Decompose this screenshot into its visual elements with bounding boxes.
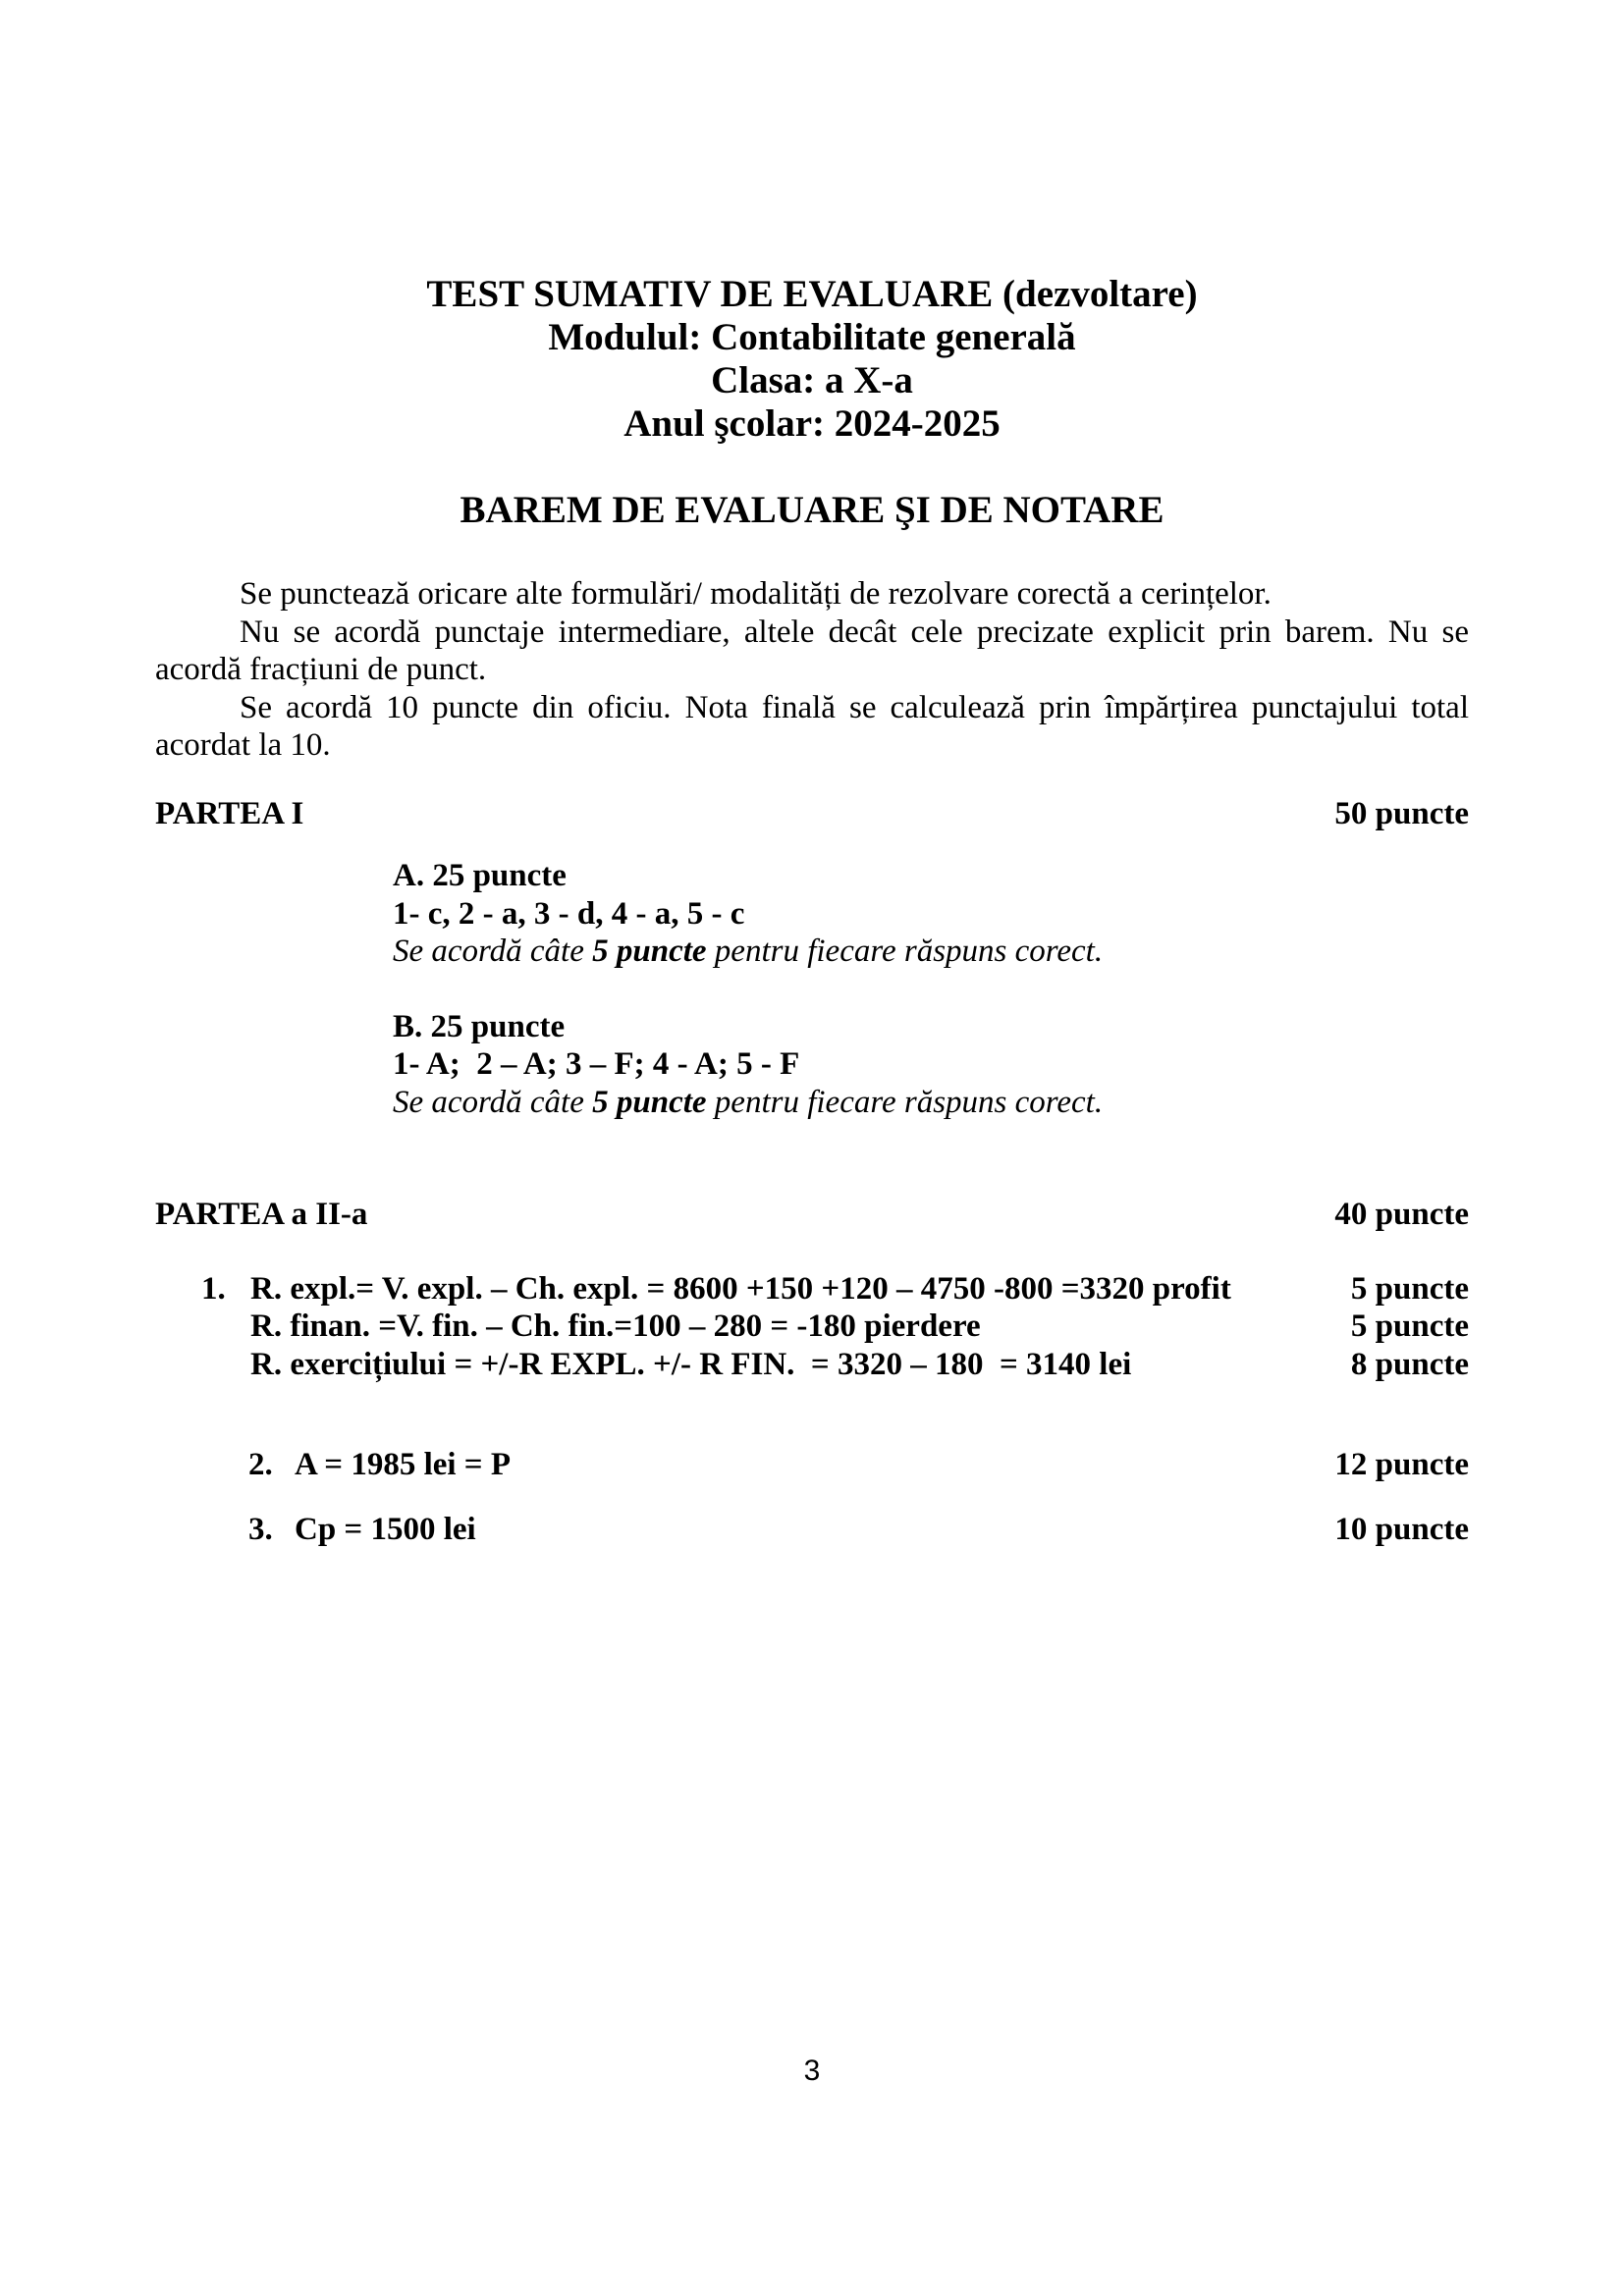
item-1-line-3 — [155, 1346, 1469, 1384]
item-2-points: 12 puncte — [1334, 1447, 1469, 1482]
section-a — [393, 857, 1469, 971]
item-2-text: A = 1985 lei = P — [295, 1447, 512, 1482]
section-b-note-suffix: pentru fiecare răspuns corect. — [706, 1084, 1104, 1120]
part2-items — [155, 1270, 1469, 1549]
item-1-line-3-points: 8 puncte — [1350, 1346, 1469, 1382]
item-3-text: Cp = 1500 lei — [295, 1511, 476, 1547]
page-content — [155, 0, 1469, 1548]
item-2-line — [155, 1446, 1469, 1484]
document-title-block — [155, 273, 1469, 446]
item-1 — [155, 1270, 1469, 1384]
title-line-school-year: Anul şcolar: 2024-2025 — [623, 402, 1001, 445]
part1-heading-row — [155, 795, 1469, 833]
part1-heading: PARTEA I — [155, 795, 304, 831]
part1-points: 50 puncte — [1334, 795, 1469, 831]
title-line-module: Modulul: Contabilitate generală — [548, 316, 1076, 358]
section-b-note — [393, 1084, 1469, 1122]
section-b-note-bold: 5 puncte — [592, 1084, 707, 1120]
item-3-points: 10 puncte — [1334, 1511, 1469, 1547]
intro-p3-line1: Se acordă 10 puncte din oficiu. Nota finală se calculează prin împărțirea punctajului total — [240, 689, 1469, 725]
title-line-test: TEST SUMATIV DE EVALUARE (dezvoltare) — [426, 273, 1198, 315]
item-3-number: 3. — [248, 1511, 273, 1547]
section-a-note — [393, 933, 1469, 971]
item-2 — [155, 1446, 1469, 1484]
item-1-line-2-points: 5 puncte — [1350, 1308, 1469, 1344]
item-1-number: 1. — [201, 1270, 226, 1307]
section-a-title: A. 25 puncte — [393, 858, 567, 893]
section-a-note-suffix: pentru fiecare răspuns corect. — [706, 934, 1104, 969]
title-line-class: Clasa: a X-a — [711, 359, 913, 401]
item-1-line-3-text: R. exercițiului = +/-R EXPL. +/- R FIN. = 3320 – 180 = 3140 lei — [250, 1346, 1132, 1382]
item-2-number: 2. — [248, 1447, 273, 1482]
item-3-line — [155, 1511, 1469, 1549]
section-b-title: B. 25 puncte — [393, 1008, 566, 1044]
item-1-line-1-text: R. expl.= V. expl. – Ch. expl. = 8600 +150 +120 – 4750 -800 =3320 profit — [250, 1270, 1231, 1307]
item-3 — [155, 1511, 1469, 1549]
intro-p2-line1: Nu se acordă punctaje intermediare, altele decât cele precizate explicit prin barem. Nu se — [240, 614, 1469, 650]
part2-heading: PARTEA a II-a — [155, 1197, 368, 1232]
item-1-line-1 — [155, 1270, 1469, 1308]
intro-p3-line2: acordat la 10. — [155, 727, 331, 763]
item-1-line-2-text: R. finan. =V. fin. – Ch. fin.=100 – 280 = -180 pierdere — [250, 1308, 981, 1344]
section-b-note-prefix: Se acordă câte — [393, 1084, 593, 1120]
item-1-line-1-points: 5 puncte — [1350, 1270, 1469, 1307]
intro-paragraphs — [155, 575, 1469, 765]
part2-points: 40 puncte — [1334, 1197, 1469, 1232]
section-a-answers: 1- c, 2 - a, 3 - d, 4 - a, 5 - c — [393, 895, 745, 932]
section-a-note-prefix: Se acordă câte — [393, 934, 593, 969]
part2-heading-row — [155, 1196, 1469, 1234]
intro-p1: Se punctează oricare alte formulări/ modalități de rezolvare corectă a cerințelor. — [240, 576, 1272, 612]
section-a-note-bold: 5 puncte — [592, 934, 707, 969]
barem-heading: BAREM DE EVALUARE ŞI DE NOTARE — [460, 489, 1164, 531]
item-1-line-2 — [155, 1308, 1469, 1346]
section-b — [393, 1008, 1469, 1122]
intro-p2-line2: acordă fracțiuni de punct. — [155, 652, 487, 687]
section-b-answers: 1- A; 2 – A; 3 – F; 4 - A; 5 - F — [393, 1046, 800, 1082]
page-number: 3 — [803, 2055, 821, 2087]
